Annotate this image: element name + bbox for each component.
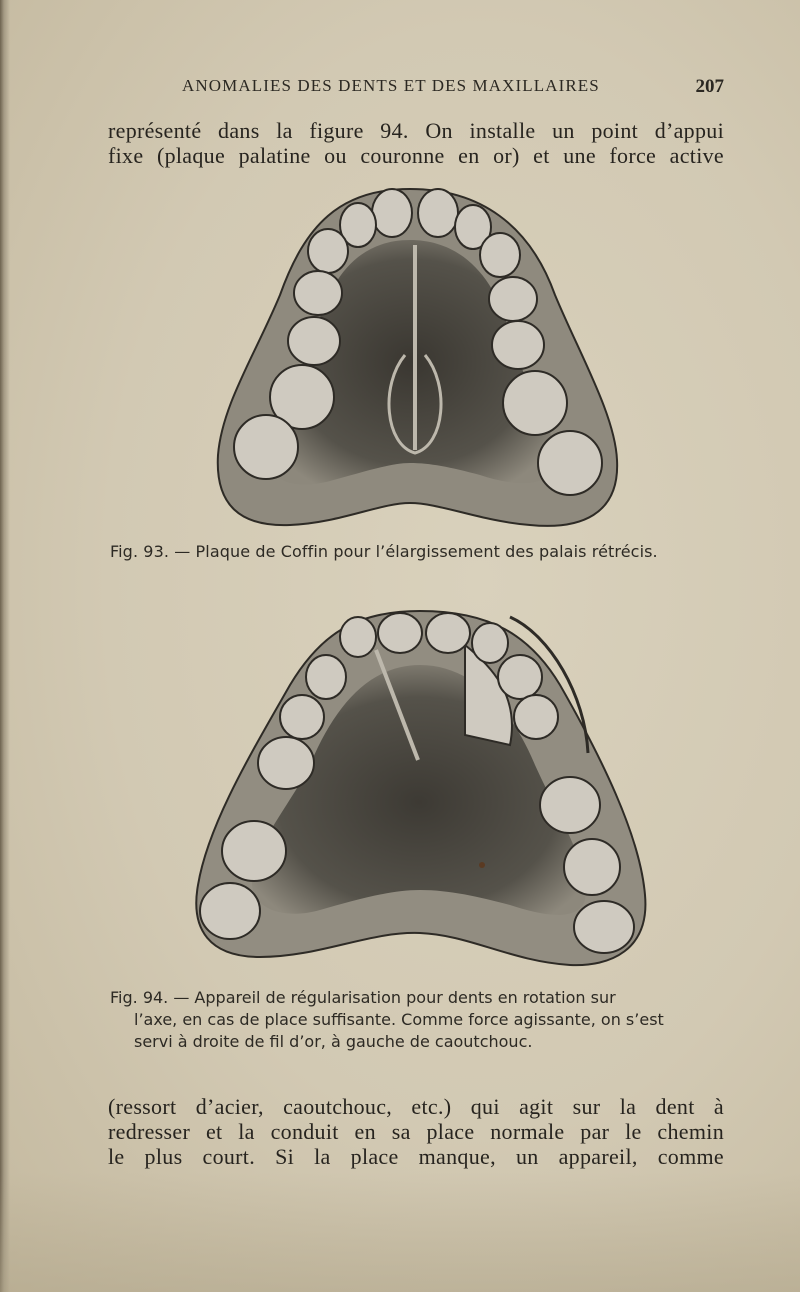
- text-line: représenté dans la figure 94. On installe un point d’appui: [108, 118, 724, 143]
- text-line: fixe (plaque palatine ou couronne en or) et une force active: [108, 143, 724, 168]
- caption-line: Fig. 93. — Plaque de Coffin pour l’élargissement des palais rétrécis.: [110, 542, 658, 561]
- palate-plate-drawing: [210, 185, 625, 535]
- running-head-title: ANOMALIES DES DENTS ET DES MAXILLAIRES: [182, 76, 600, 95]
- page-binding-edge: [0, 0, 10, 1292]
- figure-93-caption: [110, 541, 726, 563]
- regulating-appliance-drawing: [190, 605, 650, 975]
- figure-93-illustration: [210, 185, 625, 535]
- figure-94-caption: [110, 987, 726, 1053]
- paragraph-top: [108, 118, 724, 168]
- page-number: 207: [695, 76, 724, 97]
- caption-line: servi à droite de fil d’or, à gauche de caoutchouc.: [134, 1032, 533, 1051]
- text-line: le plus court. Si la place manque, un appareil, comme: [108, 1144, 724, 1169]
- text-line: (ressort d’acier, caoutchouc, etc.) qui agit sur la dent à: [108, 1094, 724, 1119]
- caption-line: l’axe, en cas de place suffisante. Comme force agissante, on s’est: [134, 1010, 664, 1029]
- page-bottom-shading: [0, 1172, 800, 1292]
- text-line: redresser et la conduit en sa place normale par le chemin: [108, 1119, 724, 1144]
- paragraph-bottom: [108, 1094, 724, 1169]
- caption-line: Fig. 94. — Appareil de régularisation pour dents en rotation sur: [110, 988, 616, 1007]
- figure-94-illustration: [190, 605, 650, 975]
